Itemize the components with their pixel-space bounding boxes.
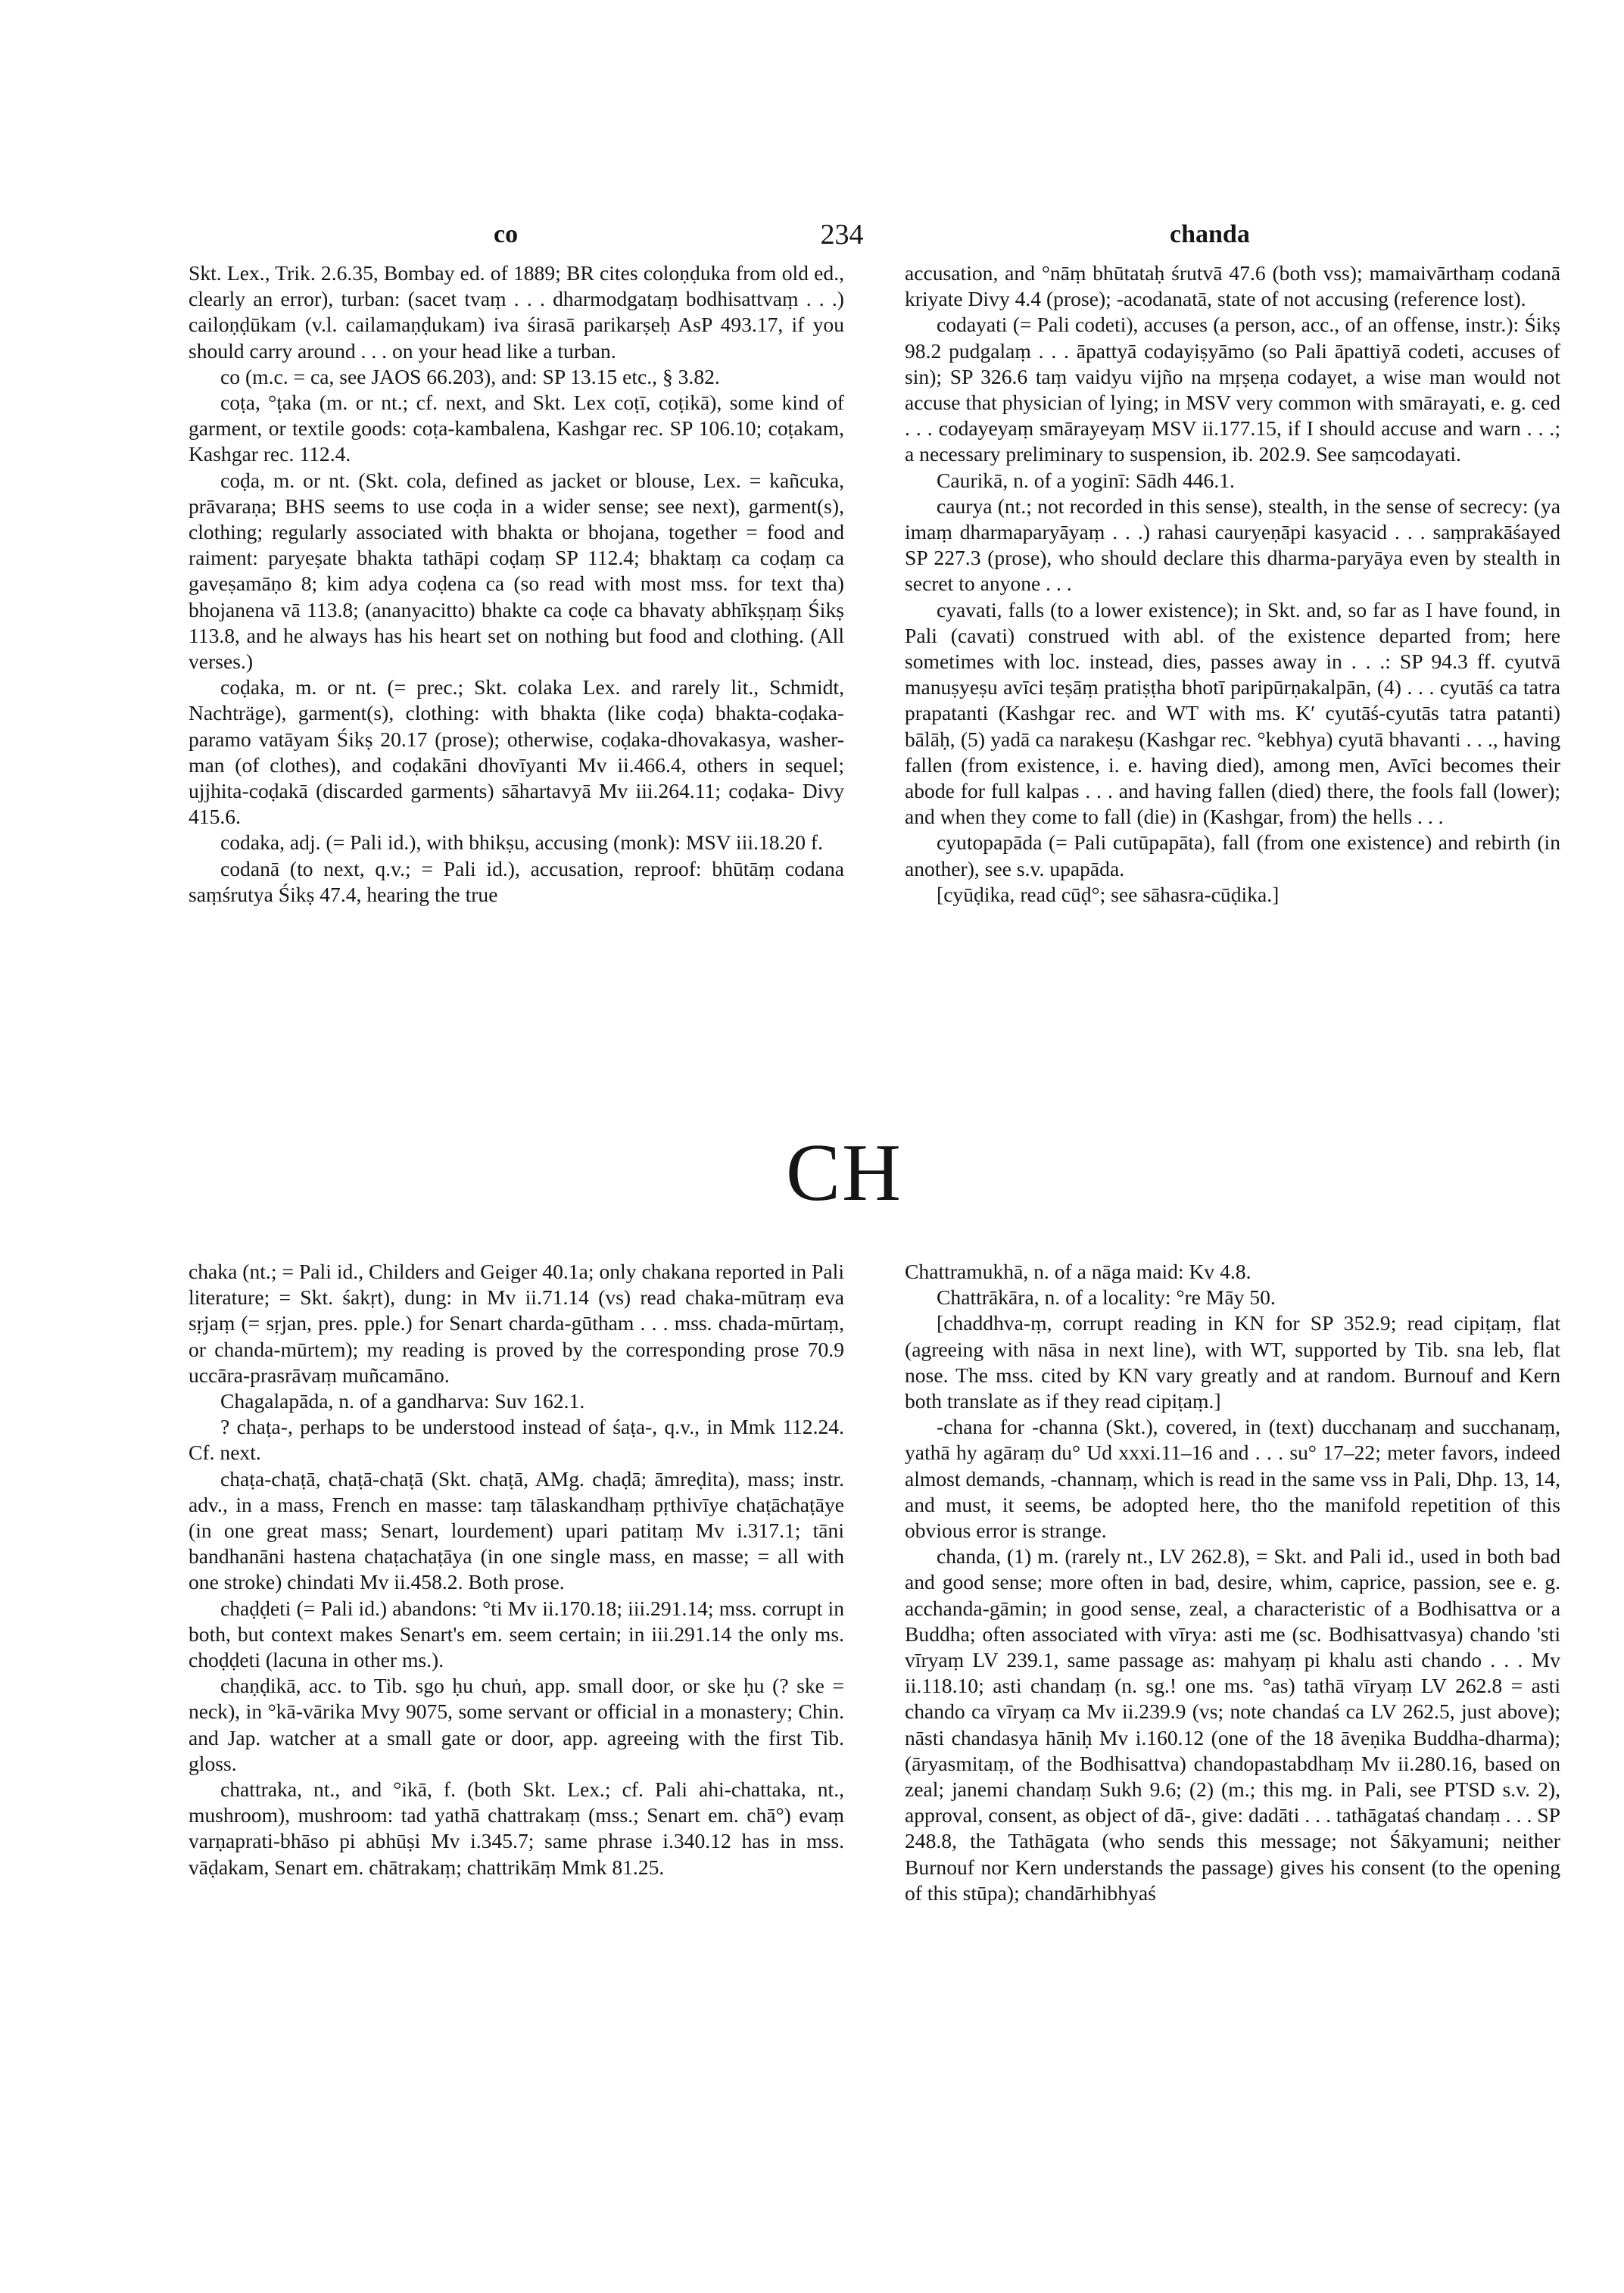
entry-continuation: Skt. Lex., Trik. 2.6.35, Bombay ed. of 1889; BR cites coloṇḍuka from old ed., clearly an error), turban: (sacet tvaṃ . . . dharmodgataṃ bodhisattvaṃ . . .) cailoṇḍūkam (v.l. cailamaṇḍukam) iva śirasā parikarṣeḥ AsP 493.17, if you should carry around . . . on your head like a turban. xyxy=(189,261,844,363)
dictionary-entry: ? chaṭa-, perhaps to be understood instead of śaṭa-, q.v., in Mmk 112.24. Cf. next. xyxy=(189,1415,844,1465)
column-bottom-left xyxy=(189,1259,844,1880)
running-head-right: chanda xyxy=(1170,220,1250,248)
dictionary-entry: caurya (nt.; not recorded in this sense), stealth, in the sense of secrecy: (ya imaṃ dharmaparyāyaṃ . . .) rahasi cauryeṇāpi kasyacid . . . saṃprakāśayed SP 227.3 (prose), who should declare this dharma-paryāya even by stealth in secret to anyone . . . xyxy=(905,494,1560,596)
dictionary-entry: Chagalapāda, n. of a gandharva: Suv 162.1. xyxy=(220,1389,585,1413)
dictionary-entry: co (m.c. = ca, see JAOS 66.203), and: SP 13.15 etc., § 3.82. xyxy=(220,364,720,388)
running-head-left: co xyxy=(494,220,519,248)
column-top-left xyxy=(189,260,844,908)
dictionary-entry: [chaddhva-ṃ, corrupt reading in KN for SP 352.9; read cipiṭaṃ, flat (agreeing with nāsa in next line), with WT, supported by Tib. sna leb, flat nose. The mss. cited by KN vary greatly and at random. Burnouf and Kern both translate as if they read cipiṭaṃ.] xyxy=(905,1311,1560,1413)
dictionary-entry: cyavati, falls (to a lower existence); in Skt. and, so far as I have found, in Pali (cavati) construed with abl. of the existence departed from; here sometimes with loc. instead, dies, passes away in . . .: SP 94.3 ff. cyutvā manuṣyeṣu avīci teṣāṃ pratiṣṭha bhotī paripūrṇakalpān, (4) . . . cyutāś ca tatra prapatanti (Kashgar rec. and WT with ms. K′ cyutāś-cyutās tatra patanti) bālāḥ, (5) yadā ca narakeṣu (Kashgar rec. °kebhya) cyutā bhavanti . . ., having fallen (from existence, i. e. having died), among men, Avīci becomes their abode for full kalpas . . . and having fallen (died) there, the fools fall (lower); and when they come to fall (die) in (Kashgar, from) the hells . . . xyxy=(905,597,1560,829)
dictionary-entry: chaṇḍikā, acc. to Tib. sgo ḥu chuṅ, app. small door, or ske ḥu (? ske = neck), in °kā-vārika Mvy 9075, some servant or official in a monastery; Chin. and Jap. watcher at a small gate or door, app. agreeing with the first Tib. gloss. xyxy=(189,1674,844,1775)
dictionary-entry: chaṭa-chaṭā, chaṭā-chaṭā (Skt. chaṭā, AMg. chaḍā; āmreḍita), mass; instr. adv., in a mass, French en masse: taṃ tālaskandhaṃ pṛthivīye chaṭāchaṭāye (in one great mass; Senart, lourdement) upari patitaṃ Mv i.317.1; tāni bandhanāni hastena chaṭachaṭāya (in one single mass, en masse; = all with one stroke) chindati Mv ii.458.2. Both prose. xyxy=(189,1466,844,1594)
dictionary-entry: Chattramukhā, n. of a nāga maid: Kv 4.8. xyxy=(905,1260,1252,1283)
dictionary-entry: coṭa, °ṭaka (m. or nt.; cf. next, and Skt. Lex coṭī, coṭikā), some kind of garment, or textile goods: coṭa-kambalena, Kashgar rec. SP 106.10; coṭakam, Kashgar rec. 112.4. xyxy=(189,391,844,466)
dictionary-entry: cyutopapāda (= Pali cutūpapāta), fall (from one existence) and rebirth (in another), see s.v. upapāda. xyxy=(905,830,1560,880)
dictionary-entry: codayati (= Pali codeti), accuses (a person, acc., of an offense, instr.): Śikṣ 98.2 pudgalaṃ . . . āpattyā codayiṣyāmo (so Pali āpattiyā codeti, accuses of sin); SP 326.6 taṃ vaidyu vijño na mṛṣeṇa codayet, a wise man would not accuse that physician of lying; in MSV very common with smārayati, e. g. ced . . . codayeyaṃ smārayeyaṃ MSV ii.177.15, if I should accuse and warn . . .; a necessary preliminary to suspension, ib. 202.9. See saṃcodayati. xyxy=(905,313,1560,466)
dictionary-entry: chaḍḍeti (= Pali id.) abandons: °ti Mv ii.170.18; iii.291.14; mss. corrupt in both, but context makes Senart's em. seem certain; in iii.291.14 the only ms. choḍḍeti (lacuna in other ms.). xyxy=(189,1596,844,1672)
entry-continuation: accusation, and °nāṃ bhūtataḥ śrutvā 47.6 (both vss); mamaivārthaṃ codanā kriyate Divy 4.4 (prose); -acodanatā, state of not accusing (reference lost). xyxy=(905,261,1560,311)
dictionary-entry: chattraka, nt., and °ikā, f. (both Skt. Lex.; cf. Pali ahi-chattaka, nt., mushroom), mushroom: tad yathā chattrakaṃ (mss.; Senart em. chā°) evaṃ varṇaprati-bhāso pi abhūṣi Mv i.345.7; same phrase i.340.12 has in mss. vāḍakam, Senart em. chātrakaṃ; chattrikāṃ Mmk 81.25. xyxy=(189,1777,844,1879)
dictionary-entry: codanā (to next, q.v.; = Pali id.), accusation, reproof: bhūtāṃ codana saṃśrutya Śikṣ 47.4, hearing the true xyxy=(189,856,844,906)
page-number: 234 xyxy=(820,219,864,251)
column-top-right xyxy=(905,260,1560,908)
dictionary-entry: coḍa, m. or nt. (Skt. cola, defined as jacket or blouse, Lex. = kañcuka, prāvaraṇa; BHS seems to use coḍa in a wider sense; see next), garment(s), clothing; regularly associated with bhakta or bhojana, together = food and raiment: paryeṣate bhakta tathāpi coḍaṃ SP 112.4; bhaktaṃ ca coḍaṃ ca gaveṣamāṇo 8; kim adya coḍena ca (so read with most mss. for text tha) bhojanena vā 113.8; (ananyacitto) bhakte ca coḍe ca bhavaty abhīkṣṇaṃ Śikṣ 113.8, and he always has his heart set on nothing but food and clothing. (All verses.) xyxy=(189,468,844,674)
dictionary-entry: coḍaka, m. or nt. (= prec.; Skt. colaka Lex. and rarely lit., Schmidt, Nachträge), garment(s), clothing: with bhakta (like coḍa) bhakta-coḍaka-paramo vatāyam Śikṣ 20.17 (prose); otherwise, coḍaka-dhovakasya, washer-man (of clothes), and coḍakāni dhovīyanti Mv ii.466.4, others in sequel; ujjhita-coḍakā (discarded garments) sāhartavyā Mv iii.264.11; coḍaka- Divy 415.6. xyxy=(189,675,844,829)
section-letter-heading: CH xyxy=(785,1128,903,1218)
dictionary-entry: chaka (nt.; = Pali id., Childers and Geiger 40.1a; only chakana reported in Pali literature; = Skt. śakṛt), dung: in Mv ii.71.14 (vs) read chaka-mūtraṃ eva sṛjaṃ (= sṛjan, pres. pple.) for Senart charda-gūtham . . . mss. chada-mūrtaṃ, or chanda-mūrtem); my reading is proved by the corresponding prose 70.9 uccāra-prasrāvaṃ muñcamāno. xyxy=(189,1260,844,1387)
dictionary-entry: -chana for -channa (Skt.), covered, in (text) ducchanaṃ and succhanaṃ, yathā hy agāraṃ du° Ud xxxi.11–16 and . . . su° 17–22; meter favors, indeed almost demands, -channaṃ, which is read in the same vss in Pali, Dhp. 13, 14, and must, it seems, be adopted here, tho the manifold repetition of this obvious error is strange. xyxy=(905,1415,1560,1543)
dictionary-entry: Caurikā, n. of a yoginī: Sādh 446.1. xyxy=(937,468,1235,492)
dictionary-entry: Chattrākāra, n. of a locality: °re Māy 50. xyxy=(937,1285,1276,1310)
column-bottom-right xyxy=(905,1259,1560,1906)
dictionary-entry: [cyūḍika, read cūḍ°; see sāhasra-cūḍika.] xyxy=(937,882,1280,906)
dictionary-entry: codaka, adj. (= Pali id.), with bhikṣu, accusing (monk): MSV iii.18.20 f. xyxy=(220,830,824,855)
dictionary-entry: chanda, (1) m. (rarely nt., LV 262.8), = Skt. and Pali id., used in both bad and good sense; more often in bad, desire, whim, caprice, passion, see e. g. acchanda-gāmin; in good sense, zeal, a characteristic of a Bodhisattva or a Buddha; often associated with vīrya: asti me (sc. Bodhisattvasya) chando 'sti vīryaṃ LV 239.1, same passage as: mahyaṃ pi khalu asti chando . . . Mv ii.118.10; asti chandaṃ (n. sg.! one ms. °as) tathā vīryaṃ LV 262.8 = asti chando ca vīryaṃ ca Mv ii.239.9 (vs; note chandaś ca LV 262.5, just above); nāsti chandasya hāniḥ Mv i.160.12 (one of the 18 āveṇika Buddha-dharma); (āryasmitaṃ, of the Bodhisattva) chandopastabdhaṃ Mv ii.280.16, based on zeal; janemi chandaṃ Sukh 9.6; (2) (m.; this mg. in Pali, see PTSD s.v. 2), approval, consent, as object of dā-, give: dadāti . . . tathāgataś chandaṃ . . . SP 248.8, the Tathāgata (who sends this message; not Śākyamuni; neither Burnouf nor Kern understands the passage) gives his consent (to the opening of this stūpa); chandārhibhyaś xyxy=(905,1544,1560,1905)
